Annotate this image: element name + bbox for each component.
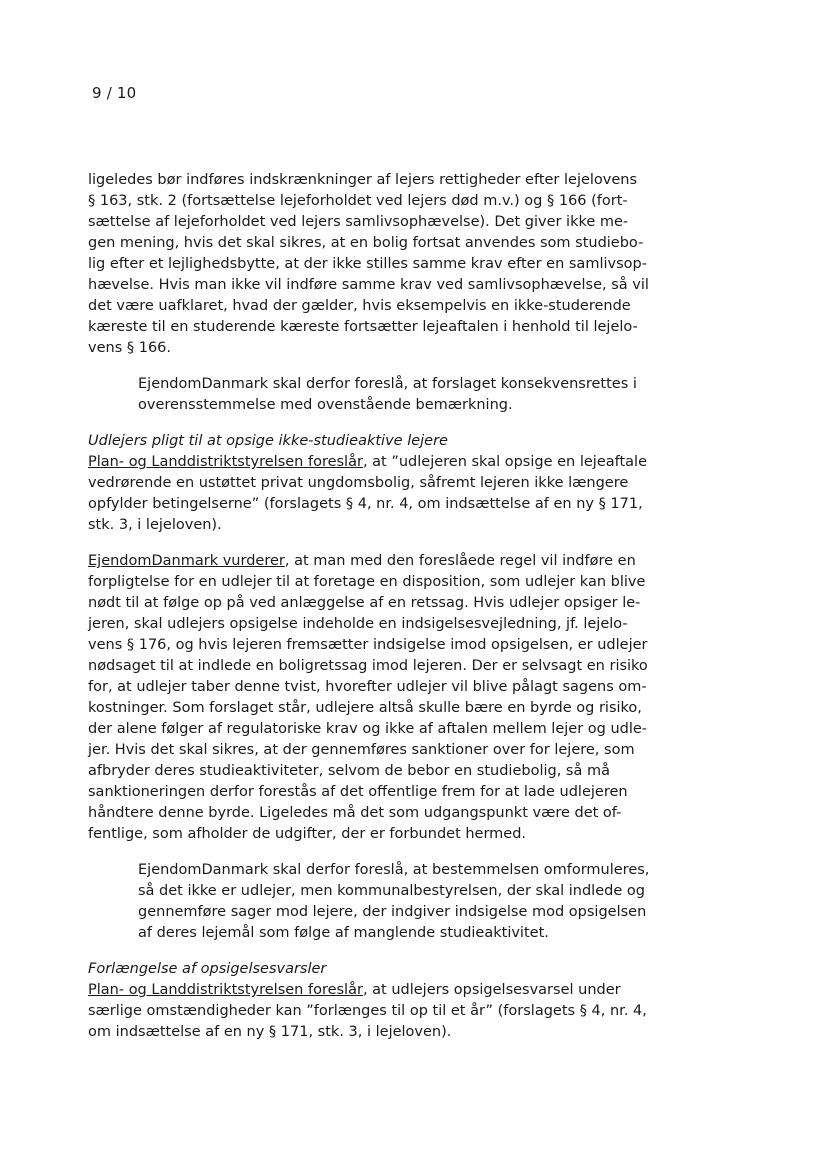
paragraph-studiebolig-rights: [88, 170, 673, 359]
paragraph-ejendomdanmark-vurderer: [88, 551, 673, 845]
text-line: ligeledes bør indføres indskrænkninger af lejers rettigheder efter lejelovens: [88, 172, 638, 188]
text-line: særlige omstændigheder kan ”forlænges til op til et år” (forslagets § 4, nr. 4,: [88, 1003, 647, 1019]
agency-reference: Plan- og Landdistriktstyrelsen foreslår: [88, 454, 363, 470]
organization-reference: EjendomDanmark vurderer: [88, 553, 285, 569]
text-line: vens § 166.: [88, 340, 171, 356]
section-udlejers-pligt: [88, 431, 673, 536]
text-line: gen mening, hvis det skal sikres, at en bolig fortsat anvendes som studiebo-: [88, 235, 644, 251]
section-heading: Forlængelse af opsigelsesvarsler: [88, 961, 327, 977]
text-line: det være uafklaret, hvad der gælder, hvis eksempelvis en ikke-studerende: [88, 298, 631, 314]
text-line: EjendomDanmark skal derfor foreslå, at forslaget konsekvensrettes i: [138, 376, 637, 392]
recommendation-omformulering: [88, 860, 673, 944]
text-line: forpligtelse for en udlejer til at foretage en disposition, som udlejer kan blive: [88, 574, 646, 590]
text-line: sanktioneringen derfor forestås af det offentlige frem for at lade udlejeren: [88, 784, 628, 800]
text-line: om indsættelse af en ny § 171, stk. 3, i lejeloven).: [88, 1024, 452, 1040]
text-line: stk. 3, i lejeloven).: [88, 517, 222, 533]
text-line: kostninger. Som forslaget står, udlejere altså skulle bære en byrde og risiko,: [88, 700, 642, 716]
document-body: [88, 170, 673, 1058]
text-line: vens § 176, og hvis lejeren fremsætter indsigelse imod opsigelsen, er udlejer: [88, 637, 648, 653]
text-line: lig efter et lejlighedsbytte, at der ikke stilles samme krav efter en samlivsop-: [88, 256, 647, 272]
text-line: vedrørende en ustøttet privat ungdomsbolig, såfremt lejeren ikke længere: [88, 475, 629, 491]
text-fragment: , at ”udlejeren skal opsige en lejeaftale: [362, 454, 647, 470]
text-line: [88, 452, 673, 473]
text-line: [88, 551, 673, 572]
text-line: af deres lejemål som følge af manglende studieaktivitet.: [138, 925, 549, 941]
text-line: nødt til at følge op på ved anlæggelse af en retssag. Hvis udlejer opsiger le-: [88, 595, 641, 611]
text-line: fentlige, som afholder de udgifter, der er forbundet hermed.: [88, 826, 527, 842]
text-line: der alene følger af regulatoriske krav og ikke af aftalen mellem lejer og udle-: [88, 721, 648, 737]
text-line: opfylder betingelserne” (forslagets § 4, nr. 4, om indsættelse af en ny § 171,: [88, 496, 643, 512]
text-line: hævelse. Hvis man ikke vil indføre samme krav ved samlivsophævelse, så vil: [88, 277, 649, 293]
text-line: så det ikke er udlejer, men kommunalbestyrelsen, der skal indlede og: [138, 883, 645, 899]
section-heading: Udlejers pligt til at opsige ikke-studieaktive lejere: [88, 433, 448, 449]
text-line: gennemføre sager mod lejere, der indgiver indsigelse mod opsigelsen: [138, 904, 647, 920]
text-line: sættelse af lejeforholdet ved lejers samlivsophævelse). Det giver ikke me-: [88, 214, 629, 230]
recommendation-konsekvensret: [88, 374, 673, 416]
text-line: håndtere denne byrde. Ligeledes må det som udgangspunkt være det of-: [88, 805, 622, 821]
text-line: for, at udlejer taber denne tvist, hvorefter udlejer vil blive pålagt sagens om-: [88, 679, 647, 695]
section-opsigelsesvarsler: [88, 959, 673, 1043]
agency-reference: Plan- og Landdistriktstyrelsen foreslår: [88, 982, 363, 998]
text-line: jer. Hvis det skal sikres, at der gennemføres sanktioner over for lejere, som: [88, 742, 635, 758]
text-line: nødsaget til at indlede en boligretssag imod lejeren. Der er selvsagt en risiko: [88, 658, 648, 674]
page-number: 9 / 10: [92, 84, 137, 102]
text-fragment: , at udlejers opsigelsesvarsel under: [362, 982, 621, 998]
text-fragment: , at man med den foreslåede regel vil indføre en: [284, 553, 636, 569]
text-line: afbryder deres studieaktiviteter, selvom de bebor en studiebolig, så må: [88, 763, 610, 779]
text-line: jeren, skal udlejers opsigelse indeholde en indsigelsesvejledning, jf. lejelo-: [88, 616, 628, 632]
text-line: § 163, stk. 2 (fortsættelse lejeforholdet ved lejers død m.v.) og § 166 (fort-: [88, 193, 628, 209]
text-line: [88, 980, 673, 1001]
text-line: EjendomDanmark skal derfor foreslå, at bestemmelsen omformuleres,: [138, 862, 650, 878]
text-line: overensstemmelse med ovenstående bemærkning.: [138, 397, 513, 413]
text-line: kæreste til en studerende kæreste fortsætter lejeaftalen i henhold til lejelo-: [88, 319, 638, 335]
